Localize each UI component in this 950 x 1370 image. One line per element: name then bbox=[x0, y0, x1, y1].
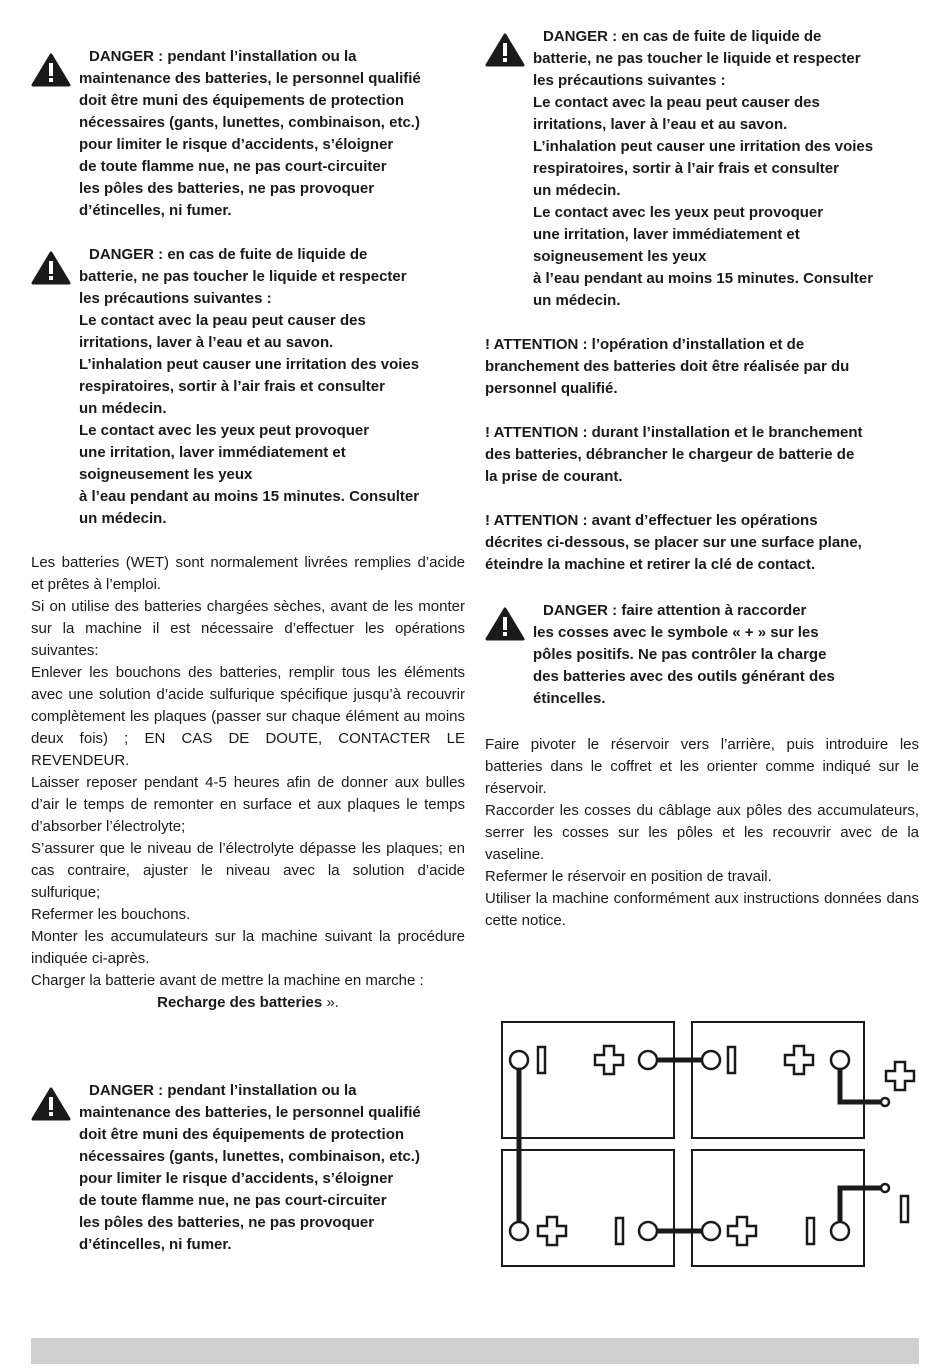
danger-notice-polarity bbox=[485, 600, 919, 710]
warning-line: irritations, laver à l’eau et au savon. bbox=[533, 116, 788, 133]
warning-line: DANGER : en cas de fuite de liquide de bbox=[89, 246, 368, 263]
warning-line: irritations, laver à l’eau et au savon. bbox=[79, 334, 334, 351]
warning-triangle-icon bbox=[31, 1087, 71, 1121]
attention-qualified-staff: ! ATTENTION : l’opération d’installation et de branchement des batteries doit être réalisée par du personnel qualifié. bbox=[485, 336, 850, 397]
terminal-circle bbox=[831, 1222, 849, 1240]
plus-icon bbox=[538, 1217, 566, 1245]
warning-line: DANGER : pendant l’installation ou la bbox=[89, 48, 357, 65]
negative-bar-icon bbox=[807, 1218, 814, 1244]
attention-unplug-charger: ! ATTENTION : durant l’installation et le branchement des batteries, débrancher le chargeur de batterie de la prise de courant. bbox=[485, 424, 863, 485]
warning-line: maintenance des batteries, le personnel qualifié bbox=[79, 70, 421, 87]
warning-line: soigneusement les yeux bbox=[533, 248, 707, 265]
warning-line: respiratoires, sortir à l’air frais et consulter bbox=[79, 378, 385, 395]
warning-line: batterie, ne pas toucher le liquide et respecter bbox=[79, 268, 407, 285]
paragraph: Si on utilise des batteries chargées sèches, avant de les monter sur la machine il est nécessaire d’effectuer les opérations suivantes: bbox=[31, 598, 465, 659]
warning-line: Le contact avec les yeux peut provoquer bbox=[533, 204, 824, 221]
right-column bbox=[485, 26, 919, 932]
paragraph: Refermer les bouchons. bbox=[31, 906, 191, 923]
left-column bbox=[31, 26, 465, 1256]
warning-line: de toute flamme nue, ne pas court-circuiter bbox=[79, 158, 387, 175]
warning-line: à l’eau pendant au moins 15 minutes. Consulter bbox=[79, 488, 420, 505]
warning-triangle-icon bbox=[485, 607, 525, 641]
warning-line: à l’eau pendant au moins 15 minutes. Consulter bbox=[533, 270, 874, 287]
warning-line: L’inhalation peut causer une irritation des voies bbox=[533, 138, 874, 155]
warning-line: batterie, ne pas toucher le liquide et respecter bbox=[533, 50, 861, 67]
danger-notice-protection-repeat bbox=[31, 1080, 465, 1256]
warning-line: Le contact avec la peau peut causer des bbox=[533, 94, 820, 111]
warning-line: L’inhalation peut causer une irritation des voies bbox=[79, 356, 420, 373]
warning-line: nécessaires (gants, lunettes, combinaison, etc.) bbox=[79, 1148, 420, 1165]
paragraph: Charger la batterie avant de mettre la machine en marche : bbox=[31, 972, 424, 989]
terminal-circle bbox=[639, 1222, 657, 1240]
terminal-circle bbox=[510, 1222, 528, 1240]
output-terminal bbox=[881, 1184, 889, 1192]
warning-line: doit être muni des équipements de protection bbox=[79, 1126, 405, 1143]
terminal-circle bbox=[639, 1051, 657, 1069]
danger-notice-leak bbox=[31, 244, 465, 530]
plus-icon bbox=[785, 1046, 813, 1074]
warning-line: pôles positifs. Ne pas contrôler la charge bbox=[533, 646, 827, 663]
negative-bar-icon bbox=[538, 1047, 545, 1073]
paragraph: Laisser reposer pendant 4-5 heures afin de donner aux bulles d’air le temps de remonter en surface et aux plaques le temps d’absorber l’électrolyte; bbox=[31, 774, 465, 835]
battery-install-instructions bbox=[485, 734, 919, 932]
warning-triangle-icon bbox=[485, 33, 525, 67]
warning-line: les pôles des batteries, ne pas provoquer bbox=[79, 1214, 375, 1231]
warning-line: de toute flamme nue, ne pas court-circuiter bbox=[79, 1192, 387, 1209]
plus-icon bbox=[728, 1217, 756, 1245]
plus-icon bbox=[886, 1062, 914, 1090]
warning-line: les pôles des batteries, ne pas provoquer bbox=[79, 180, 375, 197]
negative-bar-icon bbox=[616, 1218, 623, 1244]
warning-line: d’étincelles, ni fumer. bbox=[79, 1236, 232, 1253]
output-terminal bbox=[881, 1098, 889, 1106]
paragraph: Faire pivoter le réservoir vers l’arrière, puis introduire les batteries dans le coffret et les orienter comme indiqué sur le réservoir. bbox=[485, 736, 919, 797]
paragraph: Raccorder les cosses du câblage aux pôles des accumulateurs, serrer les cosses sur les pôles et les recouvrir avec de la vaseline. bbox=[485, 802, 919, 863]
warning-line: soigneusement les yeux bbox=[79, 466, 253, 483]
paragraph: Utiliser la machine conformément aux instructions données dans cette notice. bbox=[485, 890, 919, 929]
warning-line: pour limiter le risque d’accidents, s’éloigner bbox=[79, 136, 394, 153]
paragraph: Les batteries (WET) sont normalement livrées remplies d’acide et prêtes à l’emploi. bbox=[31, 554, 465, 593]
paragraph: S’assurer que le niveau de l’électrolyte dépasse les plaques; en cas contraire, ajuster le niveau avec la solution d’acide sulfurique; bbox=[31, 840, 465, 901]
warning-line: étincelles. bbox=[533, 690, 606, 707]
footer-bar bbox=[31, 1338, 919, 1364]
battery-top-left bbox=[502, 1022, 674, 1138]
recharge-link-text: Recharge des batteries bbox=[157, 994, 323, 1011]
recharge-reference: Recharge des batteries ». bbox=[157, 994, 339, 1011]
warning-triangle-icon bbox=[31, 251, 71, 285]
warning-line: doit être muni des équipements de protection bbox=[79, 92, 405, 109]
warning-line: nécessaires (gants, lunettes, combinaison, etc.) bbox=[79, 114, 420, 131]
warning-line: DANGER : pendant l’installation ou la bbox=[89, 1082, 357, 1099]
warning-line: des batteries avec des outils générant des bbox=[533, 668, 835, 685]
paragraph: Refermer le réservoir en position de travail. bbox=[485, 868, 772, 885]
warning-line: pour limiter le risque d’accidents, s’éloigner bbox=[79, 1170, 394, 1187]
warning-line: un médecin. bbox=[533, 292, 621, 309]
plus-icon bbox=[595, 1046, 623, 1074]
warning-line: un médecin. bbox=[79, 510, 167, 527]
negative-bar-icon bbox=[728, 1047, 735, 1073]
warning-line: les cosses avec le symbole « + » sur les bbox=[533, 624, 819, 641]
warning-line: une irritation, laver immédiatement et bbox=[79, 444, 346, 461]
warning-line: DANGER : faire attention à raccorder bbox=[543, 602, 807, 619]
warning-line: d’étincelles, ni fumer. bbox=[79, 202, 232, 219]
battery-wiring-diagram bbox=[497, 1016, 922, 1271]
battery-prep-instructions bbox=[31, 552, 465, 1014]
warning-line: Le contact avec les yeux peut provoquer bbox=[79, 422, 370, 439]
terminal-circle bbox=[510, 1051, 528, 1069]
terminal-circle bbox=[702, 1222, 720, 1240]
warning-line: respiratoires, sortir à l’air frais et consulter bbox=[533, 160, 839, 177]
warning-line: une irritation, laver immédiatement et bbox=[533, 226, 800, 243]
warning-triangle-icon bbox=[31, 53, 71, 87]
terminal-circle bbox=[702, 1051, 720, 1069]
warning-line: maintenance des batteries, le personnel qualifié bbox=[79, 1104, 421, 1121]
warning-line: DANGER : en cas de fuite de liquide de bbox=[543, 28, 822, 45]
warning-line: Le contact avec la peau peut causer des bbox=[79, 312, 366, 329]
warning-line: un médecin. bbox=[79, 400, 167, 417]
paragraph: Monter les accumulateurs sur la machine suivant la procédure indiquée ci-après. bbox=[31, 928, 465, 967]
warning-line: un médecin. bbox=[533, 182, 621, 199]
warning-line: les précautions suivantes : bbox=[533, 72, 726, 89]
attention-flat-surface: ! ATTENTION : avant d’effectuer les opérations décrites ci-dessous, se placer sur une surface plane, éteindre la machine et retirer la clé de contact. bbox=[485, 512, 862, 573]
danger-notice-leak bbox=[485, 26, 919, 312]
warning-line: les précautions suivantes : bbox=[79, 290, 272, 307]
danger-notice-protection bbox=[31, 46, 465, 222]
paragraph: Enlever les bouchons des batteries, remplir tous les éléments avec une solution d’acide sulfurique spécifique jusqu’à recouvrir complètement les plaques (passer sur chaque élément au moins deux fois) ; EN CAS DE DOUTE, CONTACTER LE REVENDEUR. bbox=[31, 664, 465, 769]
negative-bar-icon bbox=[901, 1196, 908, 1222]
terminal-circle bbox=[831, 1051, 849, 1069]
battery-bottom-left bbox=[502, 1150, 674, 1266]
